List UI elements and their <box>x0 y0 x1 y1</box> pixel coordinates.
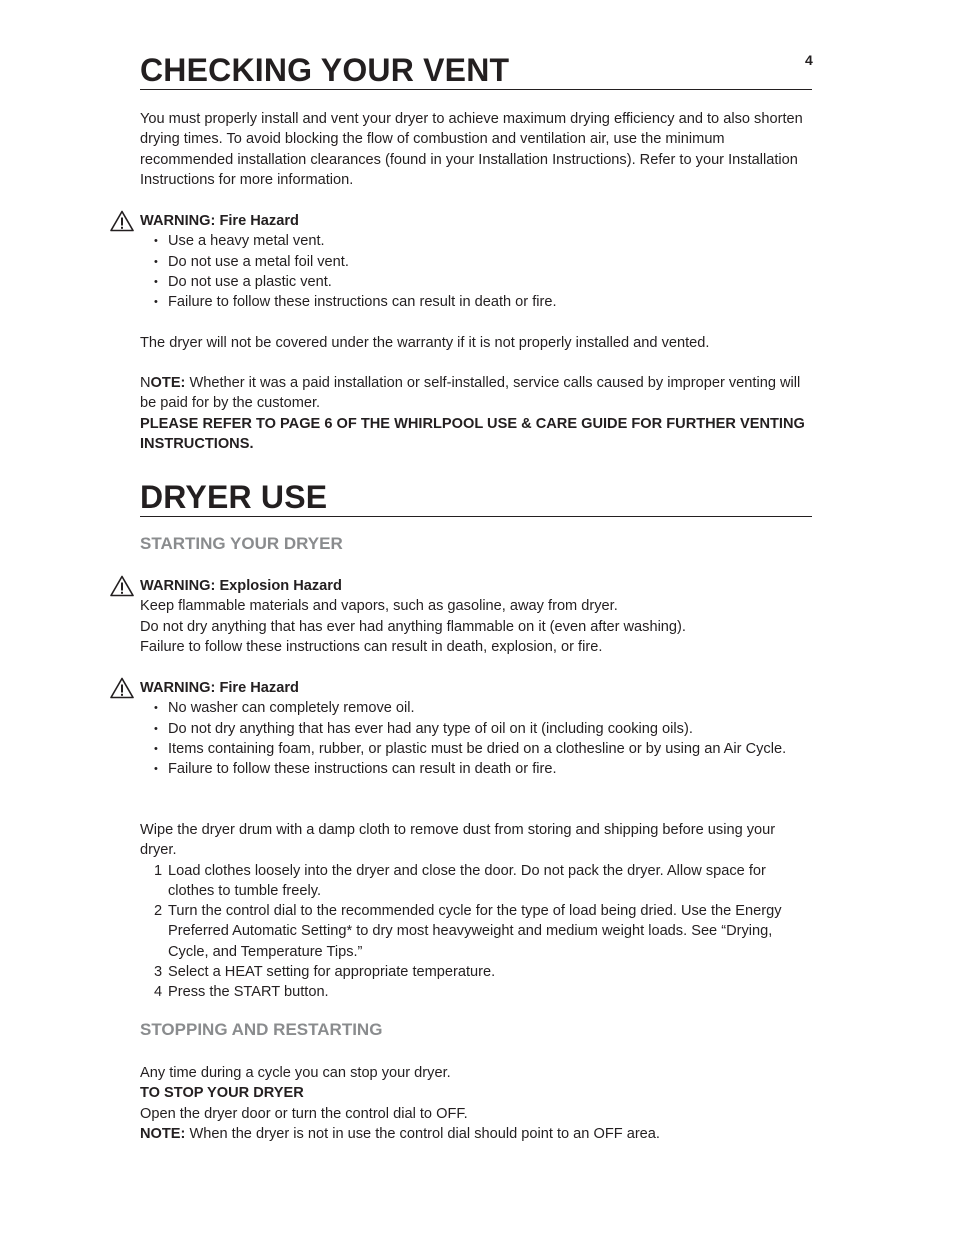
steps-list <box>140 861 812 1003</box>
list-item: • Failure to follow these instructions can result in death or fire. <box>140 759 812 779</box>
open-door-text: Open the dryer door or turn the control dial to OFF. <box>140 1105 468 1122</box>
warning-list <box>140 231 812 312</box>
warranty-paragraph <box>140 333 812 353</box>
warning-line: Failure to follow these instructions can result in death, explosion, or fire. <box>140 638 603 655</box>
warranty-text: The dryer will not be covered under the warranty if it is not properly installed and vented. <box>140 335 710 351</box>
vent-intro-text: You must properly install and vent your dryer to achieve maximum drying efficiency and to also shorten drying times. To avoid blocking the flow of combustion and ventilation air, use the minimum recommended installation clearances (found in your Installation Instructions). Refer to your Installation Instructions for more information. <box>140 111 803 188</box>
note-label: OTE: <box>150 375 186 391</box>
warning-title: WARNING: Fire Hazard <box>140 213 299 229</box>
step-item <box>140 962 812 982</box>
warning-line: Do not dry anything that has ever had anything flammable on it (even after washing). <box>140 618 686 635</box>
refer-text: PLEASE REFER TO PAGE 6 OF THE WHIRLPOOL USE & CARE GUIDE FOR FURTHER VENTING INSTRUCTIONS. <box>140 415 805 452</box>
vent-fire-warning <box>140 211 812 312</box>
step-number: 3 <box>154 964 163 981</box>
to-stop-heading: TO STOP YOUR DRYER <box>140 1085 304 1102</box>
note-paragraph <box>140 373 812 414</box>
section-title-vent: CHECKING YOUR VENT <box>140 52 812 90</box>
section-title-dryer-use: DRYER USE <box>140 479 812 517</box>
subheading-stopping: STOPPING AND RESTARTING <box>140 1020 383 1039</box>
step-number: 1 <box>154 862 163 879</box>
step-number: 2 <box>154 903 163 920</box>
vent-intro <box>140 109 812 190</box>
note-prefix-n: N <box>140 375 151 391</box>
dryer-fire-warning <box>140 678 812 779</box>
subheading-starting: STARTING YOUR DRYER <box>140 534 343 553</box>
step-text: Press the START button. <box>168 984 329 1001</box>
stopping-instructions <box>140 1063 812 1144</box>
list-item: • No washer can completely remove oil. <box>140 698 812 718</box>
step-item <box>140 861 812 902</box>
list-item: • Do not dry anything that has ever had any type of oil on it (including cooking oils). <box>140 719 812 739</box>
warning-title: WARNING: Explosion Hazard <box>140 578 342 594</box>
wipe-text: Wipe the dryer drum with a damp cloth to remove dust from storing and shipping before using your dryer. <box>140 822 776 859</box>
warning-title: WARNING: Fire Hazard <box>140 680 299 696</box>
note-text: When the dryer is not in use the control dial should point to an OFF area. <box>185 1125 660 1142</box>
list-item: • Items containing foam, rubber, or plastic must be dried on a clothesline or by using an Air Cycle. <box>140 739 812 759</box>
warning-triangle-icon <box>110 575 134 597</box>
step-number: 4 <box>154 984 163 1001</box>
final-note <box>140 1124 812 1144</box>
list-item: • Failure to follow these instructions can result in death or fire. <box>140 292 812 312</box>
list-item: • Do not use a plastic vent. <box>140 272 812 292</box>
step-item <box>140 901 812 962</box>
usage-instructions <box>140 820 812 1003</box>
step-item <box>140 982 812 1002</box>
page-number: 4 <box>805 52 813 68</box>
warning-line: Keep flammable materials and vapors, such as gasoline, away from dryer. <box>140 598 618 615</box>
warning-list <box>140 698 812 779</box>
explosion-warning <box>140 576 812 657</box>
list-item: • Do not use a metal foil vent. <box>140 252 812 272</box>
warning-triangle-icon <box>110 210 134 232</box>
warning-triangle-icon <box>110 677 134 699</box>
any-time-text: Any time during a cycle you can stop your dryer. <box>140 1065 451 1081</box>
step-text: Load clothes loosely into the dryer and close the door. Do not pack the dryer. Allow space for clothes to tumble freely. <box>168 862 766 899</box>
list-item: • Use a heavy metal vent. <box>140 231 812 251</box>
venting-note <box>140 373 812 454</box>
note-label: NOTE: <box>140 1125 186 1142</box>
step-text: Turn the control dial to the recommended cycle for the type of load being dried. Use the Energy Preferred Automatic Setting* to dry most heavyweight and medium weight loads. See “Drying, Cycle, and Temperature Tips.” <box>168 903 782 960</box>
step-text: Select a HEAT setting for appropriate temperature. <box>168 964 496 981</box>
note-text: Whether it was a paid installation or self-installed, service calls caused by improper venting will be paid for by the customer. <box>140 375 801 412</box>
